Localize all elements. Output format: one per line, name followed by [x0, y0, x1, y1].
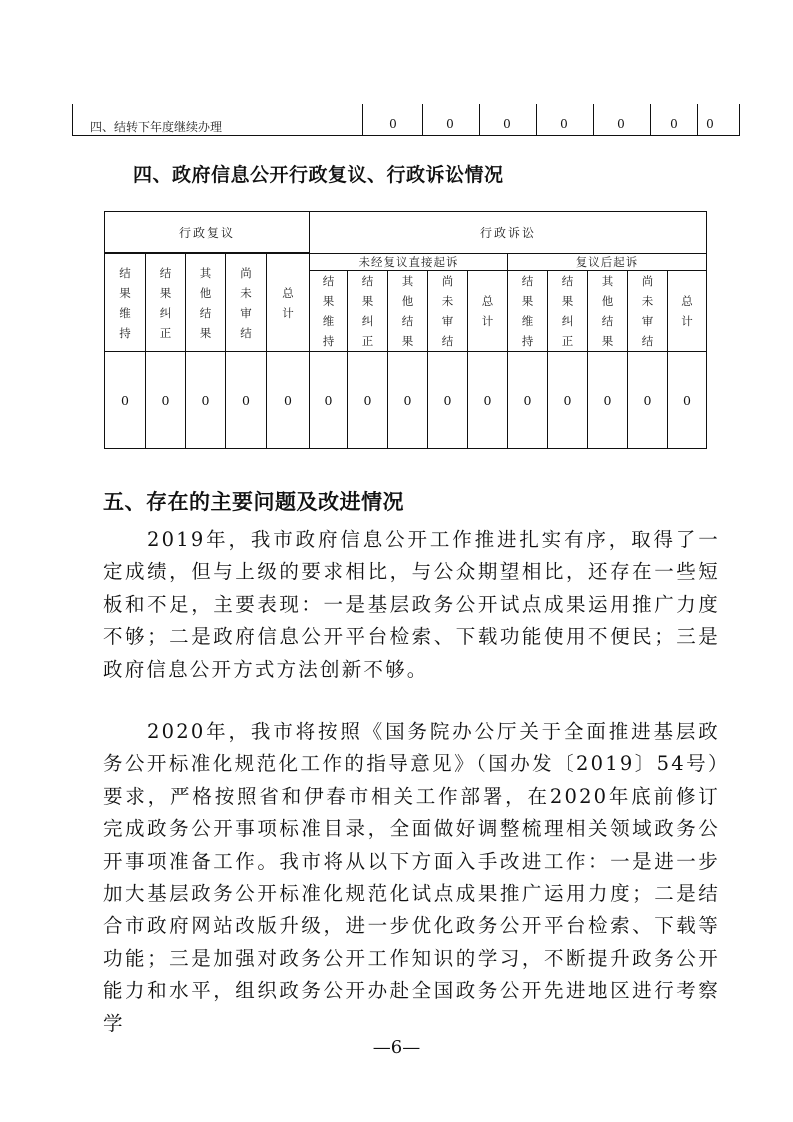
row-value: 0 [503, 117, 511, 131]
col-header: 结 果 纠 正 [548, 271, 588, 352]
table-cell: 0 [388, 352, 428, 449]
col-header: 结 果 维 持 [105, 254, 146, 352]
row-value: 0 [389, 117, 397, 131]
table-cell: 0 [628, 352, 668, 449]
review-litigation-table [104, 211, 707, 449]
row-value: 0 [706, 117, 714, 131]
col-header: 结 果 纠 正 [348, 271, 388, 352]
table-cell: 0 [468, 352, 508, 449]
row-label: 四、结转下年度继续办理 [90, 120, 223, 134]
row-value: 0 [617, 117, 625, 131]
page-number: —6— [372, 1037, 421, 1058]
col-header: 总 计 [668, 271, 707, 352]
col-header: 其 他 结 果 [186, 254, 226, 352]
col-header: 总 计 [267, 254, 310, 352]
col-header: 结 果 维 持 [310, 271, 348, 352]
table-cell: 0 [428, 352, 468, 449]
col-header: 结 果 维 持 [508, 271, 548, 352]
col-header: 总 计 [468, 271, 508, 352]
table-cell: 0 [267, 352, 310, 449]
section-heading: 五、存在的主要问题及改进情况 [103, 490, 404, 514]
body-paragraph [103, 716, 720, 1040]
col-header: 尚 未 审 结 [428, 271, 468, 352]
after-review-header: 复议后起诉 [508, 254, 707, 271]
row-value: 0 [670, 117, 678, 131]
table-cell: 0 [105, 352, 146, 449]
col-header: 尚 未 审 结 [628, 271, 668, 352]
table-cell: 0 [508, 352, 548, 449]
carryover-table-row [72, 104, 740, 136]
table-cell: 0 [310, 352, 348, 449]
col-header: 其 他 结 果 [388, 271, 428, 352]
table-cell: 0 [588, 352, 628, 449]
paragraph-text: 2019年，我市政府信息公开工作推进扎实有序，取得了一定成绩，但与上级的要求相比，与公众期望相比，还存在一些短板和不足，主要表现：一是基层政务公开试点成果运用推广力度不够；二是政府信息公开平台检索、下载功能使用不便民；三是政府信息公开方式方法创新不够。 [103, 528, 720, 681]
table-cell: 0 [348, 352, 388, 449]
paragraph-text: 2020年，我市将按照《国务院办公厅关于全面推进基层政务公开标准化规范化工作的指导意见》（国办发〔2019〕54号）要求，严格按照省和伊春市相关工作部署，在2020年底前修订完成政务公开事项标准目录，全面做好调整梳理相关领域政务公开事项准备工作。我市将从以下方面入手改进工作：一是进一步加大基层政务公开标准化规范化试点成果推广运用力度；二是结合市政府网站改版升级，进一步优化政务公开平台检索、下载等功能；三是加强对政务公开工作知识的学习，不断提升政务公开能力和水平，组织政务公开办赴全国政务公开先进地区进行考察学 [103, 720, 720, 1035]
row-value: 0 [560, 117, 568, 131]
table-cell: 0 [226, 352, 267, 449]
review-header: 行政复议 [105, 212, 310, 253]
col-header: 结 果 纠 正 [146, 254, 186, 352]
body-paragraph [103, 524, 720, 686]
row-value: 0 [446, 117, 454, 131]
table-cell: 0 [668, 352, 707, 449]
table-cell: 0 [548, 352, 588, 449]
direct-suit-header: 未经复议直接起诉 [310, 254, 508, 271]
col-header: 尚 未 审 结 [226, 254, 267, 352]
col-header: 其 他 结 果 [588, 271, 628, 352]
table-cell: 0 [146, 352, 186, 449]
table-cell: 0 [186, 352, 226, 449]
litigation-header: 行政诉讼 [310, 212, 707, 254]
section-heading: 四、政府信息公开行政复议、行政诉讼情况 [133, 164, 504, 186]
